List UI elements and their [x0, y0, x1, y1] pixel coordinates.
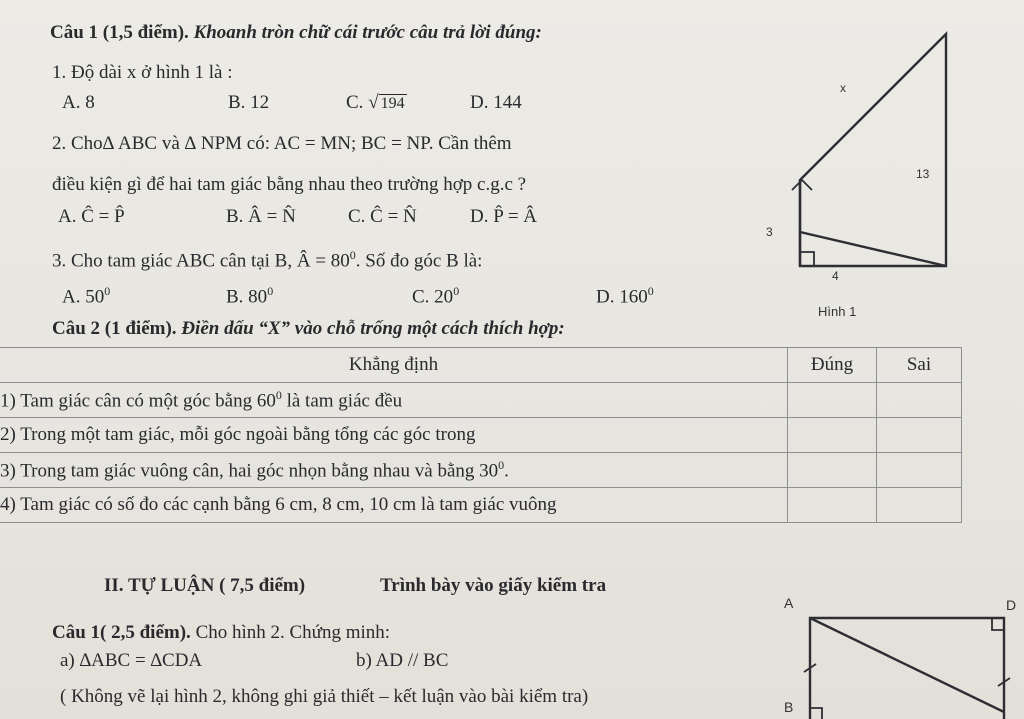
q1-item2-option-b: B. Â = N̂: [226, 206, 296, 227]
q1-title-italic: Khoanh tròn chữ cái trước câu trả lời đúng:: [193, 22, 542, 43]
q1-item3-option-c-label: C. 20: [412, 286, 454, 308]
figure1-label-4: 4: [832, 269, 839, 283]
degree-sup: 0: [498, 457, 505, 472]
table-header-row: [0, 348, 962, 383]
q2-title: [52, 318, 565, 340]
figure1-right-angle-bottom: [800, 252, 814, 266]
figure1-label-x: x: [840, 81, 846, 95]
q1-item3-option-b: [226, 280, 273, 308]
header-statement: Khẳng định: [0, 348, 788, 383]
q1-item3-option-d: [596, 280, 654, 308]
figure1-label-13: 13: [916, 167, 930, 181]
degree-sup: 0: [453, 284, 460, 298]
q1-item2-line1: 2. Cho∆ ABC và ∆ NPM có: AC = MN; BC = NP. Cần thêm: [52, 133, 512, 154]
part2-heading: II. TỰ LUẬN ( 7,5 điểm): [104, 575, 306, 596]
degree-sup: 0: [275, 387, 282, 402]
figure2-diagonal: [810, 618, 1004, 712]
answer-true-3[interactable]: [788, 453, 877, 488]
part2-item-a: a) ∆ABC = ∆CDA: [60, 650, 203, 671]
q1-item1-option-b: B. 12: [228, 92, 270, 113]
figure1-right-angle-top: [792, 180, 812, 190]
header-false: Sai: [877, 348, 962, 383]
degree-sup: 0: [104, 284, 111, 298]
q1-item3-option-b-label: B. 80: [226, 286, 268, 308]
q1-item3-option-a-label: A. 50: [62, 286, 105, 308]
answer-false-1[interactable]: [877, 383, 962, 418]
part2-q1-bold: Câu 1( 2,5 điểm).: [52, 622, 191, 643]
q1-item3-option-d-label: D. 160: [596, 286, 648, 308]
statement-4-text: 4) Tam giác có số đo các cạnh bằng 6 cm, 8 cm, 10 cm là tam giác vuông: [0, 494, 557, 515]
figure2-label-b: B: [784, 699, 794, 715]
q1-item1-option-a: A. 8: [62, 92, 95, 113]
part2-q1: [52, 622, 390, 644]
table-row: [0, 453, 962, 488]
part2-note: ( Không vẽ lại hình 2, không ghi giả thiết – kết luận vào bài kiểm tra): [60, 686, 589, 707]
statement-1-text-end: là tam giác đều: [281, 390, 403, 412]
figure1-outline: [800, 34, 946, 266]
figure1-label-3: 3: [766, 225, 773, 239]
table-row: [0, 383, 962, 418]
part2-q1-text: Cho hình 2. Chứng minh:: [190, 622, 391, 643]
degree-sup: 0: [647, 284, 654, 298]
figure2-label-a: A: [784, 595, 794, 611]
q1-item1-option-c: [346, 92, 407, 115]
q2-title-bold: Câu 2 (1 điểm).: [52, 318, 177, 339]
answer-false-2[interactable]: [877, 418, 962, 453]
q1-item2-option-d: D. P̂ = Â: [470, 206, 538, 227]
part2-item-b: b) AD // BC: [356, 650, 449, 671]
figure1-caption: Hình 1: [818, 304, 857, 319]
header-true: Đúng: [788, 348, 877, 383]
q1-item1-option-c-label: C.: [346, 92, 369, 113]
q1-title: [50, 22, 542, 44]
statement-1: [0, 383, 788, 418]
statement-2-text: 2) Trong một tam giác, mỗi góc ngoài bằng tổng các góc trong: [0, 424, 476, 445]
answer-true-4[interactable]: [788, 488, 877, 523]
q1-item3-text: [52, 244, 482, 272]
figure-2: [780, 592, 1020, 719]
q1-item1-option-d: D. 144: [470, 92, 522, 113]
statement-3: [0, 453, 788, 488]
q1-item2-option-c: C. Ĉ = N̂: [348, 206, 417, 227]
figure-1: [766, 20, 980, 320]
statement-1-text: 1) Tam giác cân có một góc bằng 60: [0, 390, 276, 412]
q1-item2-option-a: A. Ĉ = P̂: [58, 206, 125, 227]
statement-table: [0, 347, 962, 523]
figure1-diagonal: [800, 232, 946, 266]
answer-true-2[interactable]: [788, 418, 877, 453]
statement-2: [0, 418, 788, 453]
q2-title-italic: Điền dấu “X” vào chỗ trống một cách thích hợp:: [181, 318, 565, 339]
q1-item3-text-pre: 3. Cho tam giác ABC cân tại B, Â = 80: [52, 250, 350, 272]
q1-item3-text-post: . Số đo góc B là:: [355, 250, 483, 272]
degree-sup: 0: [267, 284, 274, 298]
sqrt-sign: √: [368, 92, 379, 113]
statement-4: [0, 488, 788, 523]
q1-item3-option-c: [412, 280, 459, 308]
answer-false-4[interactable]: [877, 488, 962, 523]
q1-item3-option-a: [62, 280, 110, 308]
figure2-right-angle-d: [992, 618, 1004, 630]
figure2-label-d: D: [1006, 597, 1017, 613]
q1-item3-text-sup: 0: [349, 248, 356, 262]
figure2-right-angle-b: [810, 708, 822, 719]
q1-item1-text: 1. Độ dài x ở hình 1 là :: [52, 62, 233, 83]
statement-3-text-end: .: [504, 460, 509, 482]
q1-title-bold: Câu 1 (1,5 điểm).: [50, 22, 189, 43]
q1-item1-option-c-sqrt: 194: [380, 95, 405, 112]
table-row: [0, 488, 962, 523]
answer-true-1[interactable]: [788, 383, 877, 418]
q1-item2-line2: điều kiện gì để hai tam giác bằng nhau theo trường hợp c.g.c ?: [52, 174, 527, 195]
table-row: [0, 418, 962, 453]
part2-heading-right: Trình bày vào giấy kiểm tra: [380, 575, 607, 596]
statement-3-text: 3) Trong tam giác vuông cân, hai góc nhọn bằng nhau và bằng 30: [0, 460, 499, 482]
answer-false-3[interactable]: [877, 453, 962, 488]
